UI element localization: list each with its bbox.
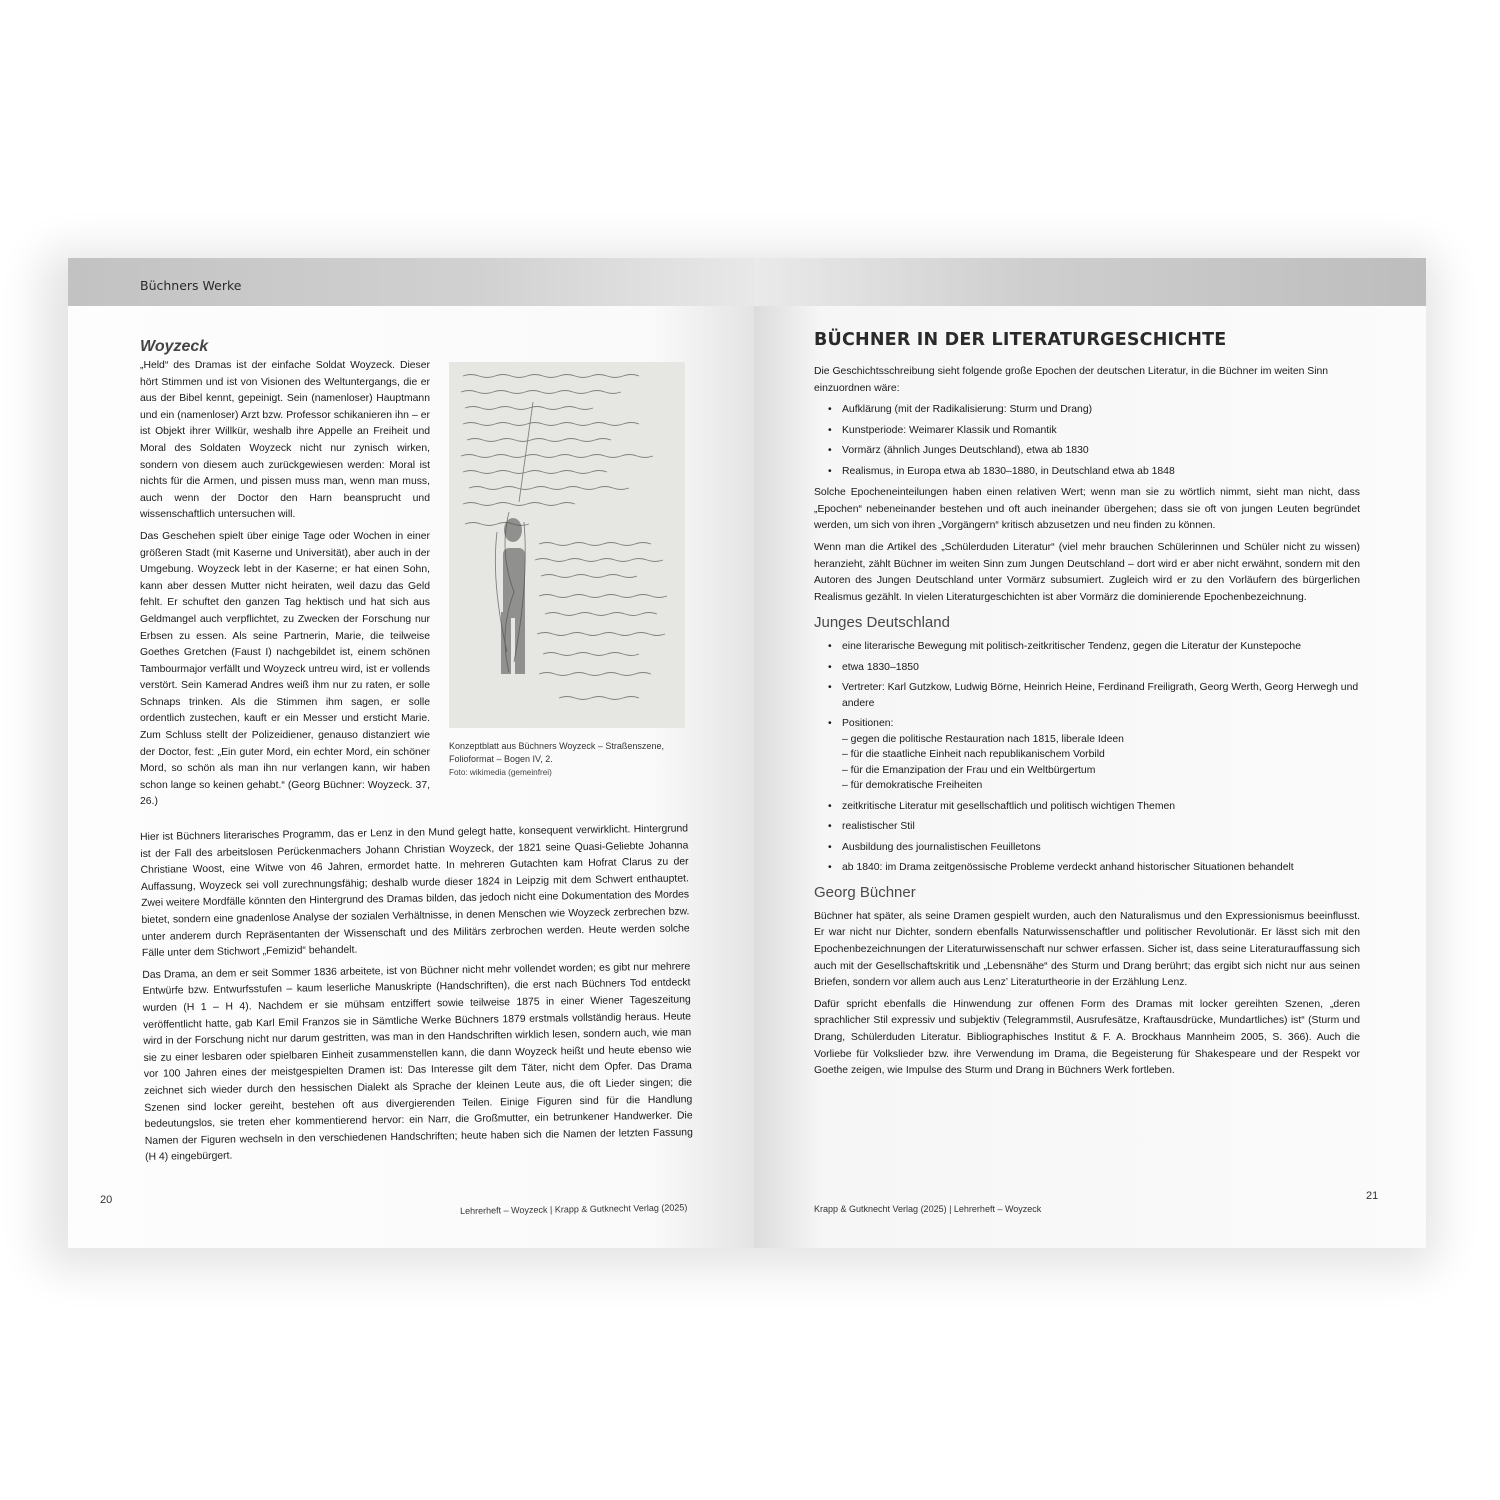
header-band [754,258,1426,306]
list-item: • Aufklärung (mit der Radikalisierung: Sturm und Drang) [828,404,1093,416]
paragraph: Büchner hat später, als seine Dramen gespielt wurden, auch den Naturalismus und den Expressionismus beeinflusst. Er war nicht nur Dichter, sondern ebenfalls Naturwissenschaftler und politischer Revolutionär. Er lässt sich mit den Epochenbezeichnungen der Literaturwissenschaft nur schwer erfassen. Sicher ist, dass seine Literaturauffassung sich auch mit der Gesellschaftskritik und „Lebensnähe“ des Sturm und Drang berührt; das ergibt sich nicht nur aus seinen Briefen, sondern vor allem auch aus Lenz’ Literaturtheorie in der Erzählung Lenz. [814,910,1360,989]
left-page [68,258,754,1248]
intro-paragraph: Die Geschichtsschreibung sieht folgende große Epochen der deutschen Literatur, in die Büchner im weiten Sinn einzuordnen wäre: [814,366,1329,394]
page-footer: Krapp & Gutknecht Verlag (2025) | Lehrerheft – Woyzeck [814,1204,1042,1214]
list-item: • zeitkritische Literatur mit gesellschaftlich und politisch wichtigen Themen [828,800,1176,812]
epoch-list [814,402,1360,479]
list-item: • Vertreter: Karl Gutzkow, Ludwig Börne, Heinrich Heine, Ferdinand Freiligrath, Georg Werth, Georg Herwegh und andere [828,682,1359,709]
manuscript-figure [449,362,685,777]
list-item: • Positionen: – gegen die politische Restauration nach 1815, liberale Ideen – für die staatliche Einheit nach republikanischem Vorbild – für die Emanzipation der Frau und ein Weltbürgertum – für demokratische Freiheiten [828,716,1360,794]
paragraph: Hier ist Büchners literarisches Programm, das er Lenz in den Mund gelegt hatte, konsequent verwirklicht. Hintergrund ist der Fall des arbeitslosen Perückenmachers Johann Christian Woyzeck, der 1821 seine Quasi-Geliebte Johanna Christiane Woost, eine Witwe von 46 Jahren, ermordet hatte. In mehreren Gutachten kam Hofrat Clarus zu der Auffassung, Woyzeck sei voll zurechnungsfähig; deshalb wurde dieser 1824 in Leipzig mit dem Schwert enthauptet. Zwei weitere Mordfälle könnten den Hintergrund des Dramas bilden, das jedoch nicht eine Dokumentation des Mordes bietet, sondern eine gnadenlose Analyse der sozialen Verhältnisse, in denen Menschen wie Woyzeck zerbrechen bzw. unter anderem durch Repräsentanten der Wissenschaft und des Militärs zerbrochen werden. Heute werden solche Fälle unter dem Stichwort „Femizid“ behandelt. [140,823,690,960]
paragraph: Dafür spricht ebenfalls die Hinwendung zur offenen Form des Dramas mit locker gereihten Szenen, „deren sprachlicher Stil expressiv und subjektiv (Telegrammstil, Ausrufesätze, Kraftausdrücke, Mundartliches) ist“ (Sturm und Drang, Schülerduden Literatur. Bibliographisches Institut & F. A. Brockhaus Mannheim 2005, S. 366). Auch die Vorliebe für Volkslieder bzw. ihre Verwendung im Drama, die Begeisterung für Shakespeare und der Respekt vor Goethe zeigen, wie Impulse des Sturm und Drang in Büchners Werk fortleben. [814,998,1360,1077]
paragraph: Das Geschehen spielt über einige Tage oder Wochen in einer größeren Stadt (mit Kaserne und Universität), aber auch in der Umgebung. Woyzeck lebt in der Kaserne; er hat einen Sohn, kann aber dessen Mutter nicht heiraten, weil dazu das Geld fehlt. Er schuftet den ganzen Tag hektisch und hat sich aus Geldmangel auch verpflichtet, zu Zwecken der Forschung nur Erbsen zu essen. Als seine Partnerin, Marie, die teilweise Goethes Gretchen (Faust I) nachgebildet ist, einem schönen Tambourmajor verfällt und Woyzeck untreu wird, ist er vollends verstört. Sein Kamerad Andres weiß ihm nur zu raten, er solle Schnaps trinken. Als die Stimmen ihm sagen, er solle ordentlich zustechen, kauft er ein Messer und ersticht Marie. Zum Schluss stellt der Polizeidiener, genauso distanziert wie der Doctor, fest: „Ein guter Mord, ein echter Mord, ein schöner Mord, so schön als man ihn nur verlangen kann, wir haben schon lange so keinen gehabt.“ (Georg Büchner: Woyzeck. 37, 26.) [140,530,430,808]
position-item: – für die Emanzipation der Frau und ein Weltbürgertum [842,764,1096,776]
page-title: BÜCHNER IN DER LITERATURGESCHICHTE [814,330,1227,350]
paragraph: Das Drama, an dem er seit Sommer 1836 arbeitete, ist von Büchner nicht mehr vollendet worden; es gibt nur mehrere Entwürfe bzw. Entwurfsstufen – kaum leserliche Manuskripte (Handschriften), die erst nach Büchners Tod entdeckt wurden (H 1 – H 4). Nachdem er sie mühsam entziffert sowie teilweise 1875 in einer Wiener Tageszeitung veröffentlicht hatte, gab Karl Emil Franzos sie in Sämtliche Werke Büchners 1879 erstmals vollständig heraus. Heute wird in der Forschung nicht nur darum gestritten, was man in den Handschriften wirklich lesen, sondern auch, wie man sie zu einer lesbaren oder spielbaren Einheit zusammenstellen kann, die dann Woyzeck heißt und heute ebenso wie vor 100 Jahren eines der meistgespielten Dramen ist: Das Interesse gilt dem Täter, nicht dem Opfer. Das Drama zeichnet sich wieder durch den hessischen Dialekt als Sprache der kleinen Leute aus, die oft Lieder singen; die Szenen sind locker gereiht, bestehen oft aus divergierenden Teilen. Einige Figuren sind für die Handlung bedeutungslos, sie treten eher kommentierend hervor: ein Narr, die Großmutter, ein betrunkener Handwerker. Die Namen der Figuren wechseln in den verschiedenen Handschriften; heute haben sich die Namen der letzten Fassung (H 4) eingebürgert. [142,961,693,1164]
subtitle-junges-deutschland: Junges Deutschland [814,614,950,632]
list-item: • ab 1840: im Drama zeitgenössische Probleme verdeckt anhand historischer Situationen behandelt [828,862,1294,874]
position-item: – gegen die politische Restauration nach 1815, liberale Ideen [842,733,1124,745]
manuscript-image [449,362,685,728]
running-head: Büchners Werke [140,278,242,293]
figure-caption: Konzeptblatt aus Büchners Woyzeck – Straßenszene, Folioformat – Bogen IV, 2. [449,741,664,764]
list-item: • Vormärz (ähnlich Junges Deutschland), etwa ab 1830 [828,445,1089,457]
page-number: 20 [100,1194,113,1206]
paragraph: Wenn man die Artikel des „Schülerduden Literatur“ (viel mehr brauchen Schülerinnen und Schüler nicht zu wissen) heranzieht, zählt Büchner im weiten Sinn zum Jungen Deutschland – dort wird er aber nicht erwähnt, sondern mit den Autoren des Jungen Deutschland unter Vormärz subsumiert. Zugleich wird er zu den Vorläufern des bürgerlichen Realismus gezählt. In vielen Literaturgeschichten ist aber Vormärz die dominierende Epochenbezeichnung. [814,541,1360,603]
junges-deutschland-list [814,639,1360,876]
list-item: • Ausbildung des journalistischen Feuilletons [828,841,1041,853]
paragraph: „Held“ des Dramas ist der einfache Soldat Woyzeck. Dieser hört Stimmen und ist von Visionen des Weltuntergangs, die er aus der Bibel kennt, gepeinigt. Sein (namenloser) Hauptmann und ein (namenloser) Arzt bzw. Professor schikanieren ihn – er ist Objekt ihrer Willkür, weshalb ihre Appelle an Freiheit und Moral des Soldaten Woyzeck nicht nur zynisch wirken, sondern von diesem auch zurückgewiesen werden: Moral ist nichts für die Armen, und pissen muss man, wenn man muss, auch wenn der Doctor den Harn beansprucht und wissenschaftlich untersuchen will. [140,360,430,521]
list-item: • realistischer Stil [828,821,915,833]
wide-column [140,821,693,1171]
figure-credit: Foto: wikimedia (gemeinfrei) [449,768,552,777]
page-footer: Lehrerheft – Woyzeck | Krapp & Gutknecht Verlag (2025) [460,1202,688,1216]
paragraph: Solche Epocheneinteilungen haben einen relativen Wert; wenn man sie zu wörtlich nimmt, sieht man nicht, dass „Epochen“ nebeneinander bestehen und oft auch ineinander übergehen; dass sie oft von jungen Leuten begründet werden, um sich von ihren „Vorgängern“ kritisch abzusetzen und neu finden zu können. [814,487,1360,532]
right-page [754,258,1426,1248]
list-item: • etwa 1830–1850 [828,661,919,673]
right-content [814,330,1360,1085]
section-title-woyzeck: Woyzeck [140,338,209,355]
page-number: 21 [1366,1190,1379,1202]
header-band [68,258,754,306]
subtitle-georg-buechner: Georg Büchner [814,883,916,901]
list-item: • Realismus, in Europa etwa ab 1830–1880, in Deutschland etwa ab 1848 [828,465,1175,477]
list-item: • Kunstperiode: Weimarer Klassik und Romantik [828,424,1057,436]
list-item: • eine literarische Bewegung mit politisch-zeitkritischer Tendenz, gegen die Literatur der Kunstepoche [828,641,1301,653]
position-item: – für die staatliche Einheit nach republikanischem Vorbild [842,749,1105,761]
position-item: – für demokratische Freiheiten [842,780,983,792]
narrow-column [140,358,430,816]
